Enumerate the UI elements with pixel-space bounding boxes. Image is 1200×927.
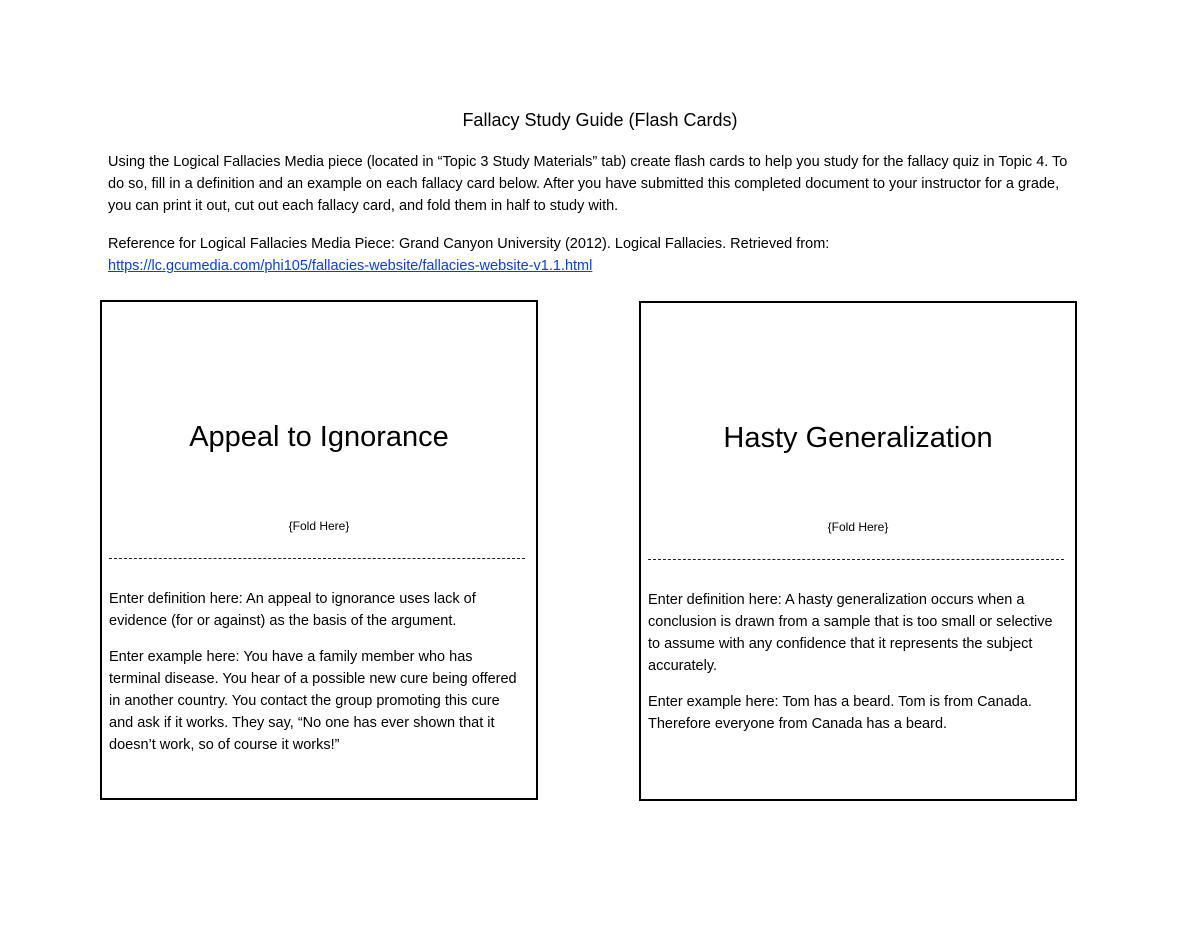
card-example: Enter example here: You have a family member who has terminal disease. You hear of a possible new cure being offered in another country. You contact the group promoting this cure and ask if it works. They say, “No one has ever shown that it doesn’t work, so of course it works!”	[109, 649, 517, 753]
card-definition: Enter definition here: An appeal to ignorance uses lack of evidence (for or against) as the basis of the argument.	[109, 591, 476, 629]
flash-card-hasty-generalization	[639, 301, 1077, 801]
fold-line	[648, 559, 1064, 560]
page-title: Fallacy Study Guide (Flash Cards)	[462, 110, 738, 130]
instructions-paragraph: Using the Logical Fallacies Media piece (located in “Topic 3 Study Materials” tab) create flash cards to help you study for the fallacy quiz in Topic 4. To do so, fill in a definition and an example on each fallacy card below. After you have submitted this completed document to your instructor for a grade, you can print it out, cut out each fallacy card, and fold them in half to study with.	[108, 154, 1068, 214]
fold-label: {Fold Here}	[288, 519, 350, 533]
fold-label: {Fold Here}	[827, 520, 889, 534]
flash-card-appeal-to-ignorance	[100, 300, 538, 800]
reference-link[interactable]: https://lc.gcumedia.com/phi105/fallacies-website/fallacies-website-v1.1.html	[108, 258, 593, 274]
card-body	[109, 588, 527, 770]
reference-paragraph	[108, 233, 1083, 277]
card-title: Appeal to Ignorance	[189, 421, 449, 453]
reference-text: Reference for Logical Fallacies Media Piece: Grand Canyon University (2012). Logical Fallacies. Retrieved from:	[108, 236, 830, 252]
card-example: Enter example here: Tom has a beard. Tom is from Canada. Therefore everyone from Canada has a beard.	[648, 694, 1032, 732]
card-definition: Enter definition here: A hasty generalization occurs when a conclusion is drawn from a sample that is too small or selective to assume with any confidence that it represents the subject accurately.	[648, 592, 1053, 674]
card-title: Hasty Generalization	[723, 422, 993, 454]
card-body	[648, 589, 1066, 749]
fold-line	[109, 558, 525, 559]
